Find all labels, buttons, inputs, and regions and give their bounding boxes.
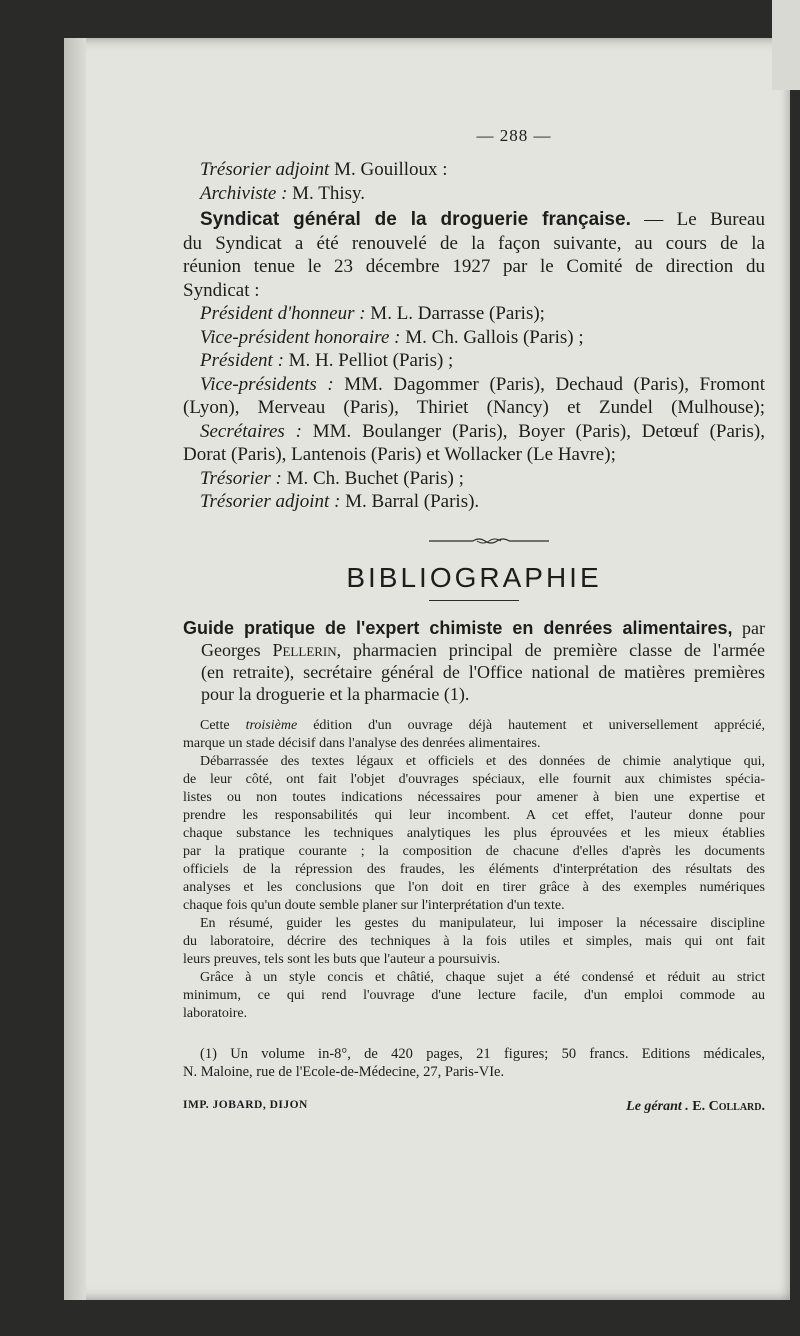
- role-label: Président d'honneur :: [200, 303, 366, 324]
- officer-line: [183, 467, 765, 491]
- review-line: de leur côté, ont fait l'objet d'ouvrages spéciaux, elle fournit aux chimistes spécia-: [183, 771, 765, 787]
- syndicat-paragraph: [183, 208, 765, 302]
- officer-line: [183, 396, 765, 420]
- role-label: Trésorier adjoint :: [200, 491, 341, 512]
- book-title-line: [183, 617, 765, 639]
- officers-list: [183, 302, 765, 514]
- review-text: [183, 717, 765, 1023]
- syndicat-first-line: [183, 208, 765, 232]
- intro-line: [183, 158, 765, 182]
- role-value: M. L. Darrasse (Paris);: [365, 303, 545, 324]
- role-label: Secrétaires :: [200, 420, 302, 442]
- text-span: Cette: [200, 717, 246, 733]
- page-footer: [183, 1099, 765, 1115]
- gerant-label: Le gérant .: [626, 1098, 689, 1114]
- role-value: M. H. Pelliot (Paris) ;: [283, 350, 454, 371]
- book-title: Guide pratique de l'expert chimiste en denrées alimentaires,: [183, 617, 733, 638]
- role-label: Président :: [200, 350, 284, 371]
- officer-line: [183, 326, 765, 350]
- heading-underline: [429, 600, 519, 601]
- book-desc: , pharmacien principal de première classe de l'armée: [336, 639, 765, 660]
- intro-block: [183, 158, 765, 205]
- review-line: par la pratique courante ; la composition de chacune d'elles d'après les documents: [183, 843, 765, 859]
- bibliography-heading: BIBLIOGRAPHIE: [346, 561, 602, 593]
- text-line: du Syndicat a été renouvelé de la façon suivante, au cours de la: [183, 232, 765, 254]
- officer-line: [183, 420, 765, 444]
- text-line: Syndicat :: [183, 279, 260, 301]
- role-value: MM. Boulanger (Paris), Boyer (Paris), Detœuf (Paris),: [301, 420, 765, 442]
- role-value: M. Barral (Paris).: [340, 491, 480, 512]
- book-entry: [183, 617, 765, 705]
- role-label: Trésorier adjoint: [200, 159, 330, 180]
- intro-line: [183, 182, 765, 206]
- role-label: Archiviste :: [200, 182, 288, 204]
- officer-line: [183, 349, 765, 373]
- footnote: [183, 1045, 765, 1081]
- page-number: — 288 —: [476, 126, 552, 145]
- officer-line: [183, 490, 765, 514]
- review-line: prendre les responsabilités qui leur incombent. A cet effet, l'auteur donne pour: [183, 807, 765, 823]
- review-line: Grâce à un style concis et châtié, chaque sujet a été condensé et réduit au strict: [200, 969, 765, 985]
- officer-line: [183, 373, 765, 397]
- role-value: MM. Dagommer (Paris), Dechaud (Paris), Fromont: [333, 373, 765, 395]
- section-heading: Syndicat général de la droguerie française.: [200, 209, 631, 230]
- review-line: laboratoire.: [183, 1005, 248, 1021]
- review-line: chaque substance les techniques analytiques les plus éprouvées et les mieux établies: [183, 825, 765, 841]
- footnote-line: (1) Un volume in-8°, de 420 pages, 21 figures; 50 francs. Editions médicales,: [200, 1045, 765, 1062]
- ornament-divider: [183, 532, 765, 550]
- review-line: listes ou non toutes indications nécessaires pour amener à bien une expertise et: [183, 789, 765, 805]
- author-name: Pellerin: [272, 639, 337, 660]
- footnote-line: N. Maloine, rue de l'Ecole-de-Médecine, 27, Paris-VIe.: [183, 1063, 505, 1080]
- role-value: M. Ch. Gallois (Paris) ;: [400, 326, 584, 348]
- officer-line: [183, 302, 765, 326]
- review-line: leurs preuves, tels sont les buts que l'auteur a poursuivis.: [183, 951, 501, 967]
- role-value: M. Thisy.: [287, 182, 366, 204]
- review-line: minimum, ce qui rend l'ouvrage d'une lecture facile, d'un emploi commode au: [183, 987, 765, 1003]
- review-line: analyses et les conclusions que l'on doit en tirer grâce à des exemples numériques: [183, 879, 765, 895]
- officer-line: [183, 443, 765, 467]
- page-content: [183, 126, 765, 1115]
- book-title-tail: par: [732, 617, 765, 638]
- review-line: [183, 717, 765, 735]
- role-value: (Lyon), Merveau (Paris), Thiriet (Nancy) et Zundel (Mulhouse);: [183, 397, 765, 418]
- text-span: édition d'un ouvrage déjà hautement et universellement apprécié,: [297, 717, 765, 733]
- role-label: Vice-président honoraire :: [200, 326, 401, 348]
- book-desc-line: (en retraite), secrétaire général de l'Office national de matières premières: [201, 661, 765, 682]
- gerant-name: E. Collard.: [692, 1098, 765, 1114]
- role-label: Trésorier :: [200, 467, 282, 489]
- page-gutter: [64, 38, 86, 1300]
- review-line: marque un stade décisif dans l'analyse des denrées alimentaires.: [183, 735, 541, 751]
- author-first: Georges: [201, 639, 273, 660]
- book-author-line: [183, 639, 765, 661]
- review-line: du laboratoire, décrire des techniques à la fois utiles et simples, mais qui ont fait: [183, 933, 765, 949]
- printer-credit: IMP. JOBARD, DIJON: [183, 1098, 308, 1111]
- review-line: officiels de la répression des fraudes, les éléments d'interprétation des résultats des: [183, 861, 765, 877]
- emphasis: troisième: [245, 717, 298, 733]
- role-value: M. Gouilloux :: [329, 159, 448, 180]
- review-line: Débarrassée des textes légaux et officiels et des données de chimie analytique qui,: [200, 753, 765, 769]
- ornament-icon: [429, 537, 549, 545]
- role-value: M. Ch. Buchet (Paris) ;: [281, 467, 464, 489]
- heading-tail: — Le Bureau: [630, 209, 765, 230]
- role-value: Dorat (Paris), Lantenois (Paris) et Wollacker (Le Havre);: [183, 444, 616, 465]
- book-desc-line: pour la droguerie et la pharmacie (1).: [201, 683, 470, 704]
- review-line: chaque fois qu'un doute semble planer sur l'interprétation d'un texte.: [183, 897, 565, 913]
- review-line: En résumé, guider les gestes du manipulateur, lui imposer la nécessaire discipline: [200, 915, 765, 931]
- gerant-credit: [626, 1099, 765, 1115]
- role-label: Vice-présidents :: [200, 373, 334, 395]
- text-line: réunion tenue le 23 décembre 1927 par le Comité de direction du: [183, 256, 765, 277]
- page-corner: [772, 0, 800, 90]
